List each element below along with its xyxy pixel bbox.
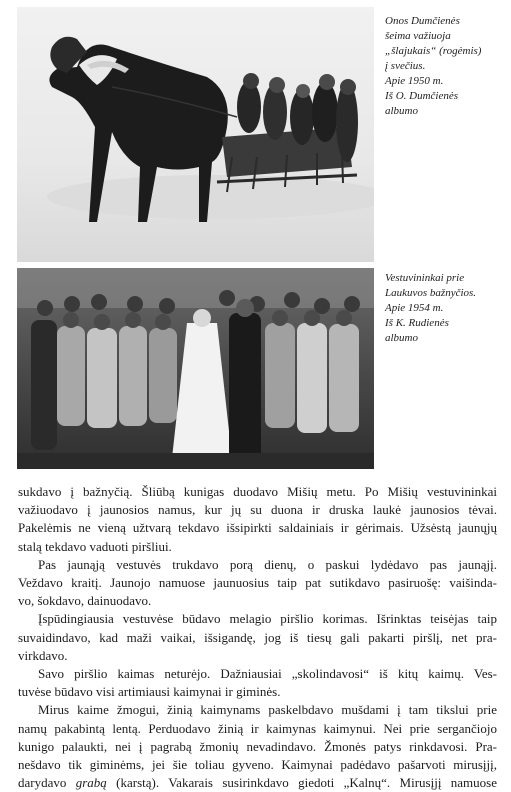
- caption-line: Laukuvos bažnyčios.: [385, 287, 477, 299]
- text-line: Savo piršlio kaimas neturėjo. Dažniausiai „skolindavosi“ iš kitų kaimų. Ves-: [38, 666, 497, 682]
- caption-line: Vestuvininkai prie: [385, 272, 465, 284]
- text-line: tuvėse būdavo visi artimiausi kaimynai ir giminės.: [18, 684, 281, 700]
- text-line: suvaidindavo, kad maži vaikai, išsigandę, jog iš tiesų gali pakarti piršlį, net pra-: [18, 629, 497, 645]
- caption-line: albumo: [385, 332, 418, 344]
- caption-line: Iš K. Rudienės: [385, 317, 449, 329]
- text-line: virkdavo.: [18, 647, 68, 663]
- text-line: nešdavo tik giminėms, jei šie toliau gyveno. Kaimynai padėdavo pašarvoti mirusįjį,: [18, 757, 497, 773]
- text-line: [18, 774, 497, 792]
- text-line: kunigo palaukti, nei į pagrabą žmonių nevadindavo. Žmonės patys rinkdavosi. Pra-: [18, 738, 497, 754]
- caption-line: Iš O. Dumčienės: [385, 90, 459, 102]
- text-line: Pakelėmis ne vieną užtvarą tekdavo išsipirkti saldainiais ir gėrimais. Užsėstą jaunųjų: [18, 520, 497, 536]
- sleigh-photo-caption: [385, 14, 505, 119]
- body-text: [18, 483, 497, 792]
- text-line: stalą tekdavo vaduoti piršliui.: [18, 538, 172, 554]
- caption-line: albumo: [385, 105, 418, 117]
- caption-line: į svečius.: [385, 60, 426, 72]
- text-line: Mirus kaime žmogui, žinią kaimynams paskelbdavo mušdami į tam tikslui prie: [38, 702, 497, 718]
- caption-line: Apie 1954 m.: [385, 302, 444, 314]
- caption-line: šeima važiuoja: [385, 30, 451, 42]
- text-segment-italic: grabą: [75, 775, 107, 791]
- text-line: Įspūdingiausia vestuvėse būdavo melagio piršlio korimas. Išrinktas teisėjas taip: [38, 611, 497, 627]
- text-line: važiuodavo į jaunosios namus, kur jų su duona ir druska laukė jaunosios tėvai.: [18, 502, 497, 518]
- text-line: Veždavo kraitį. Jaunojo namuose jaunuosius taip pat sutikdavo pasiruošę: vaišinda-: [18, 575, 497, 591]
- text-line: Pas jaunąją vestuvės trukdavo porą dienų, o paskui lydėdavo pas jaunąjį.: [38, 556, 497, 572]
- text-line: vo, šokdavo, dainuodavo.: [18, 593, 152, 609]
- sleigh-photo: [17, 7, 374, 262]
- caption-line: Apie 1950 m.: [385, 75, 444, 87]
- sleigh-photo-image: [17, 7, 374, 262]
- text-line: namų pakabintą lentą. Perduodavo žinią ir kaimynas kaimynui. Nei prie sergančiojo: [18, 720, 497, 736]
- text-segment: darydavo: [18, 775, 76, 791]
- wedding-photo-image: [17, 268, 374, 469]
- text-line: sukdavo į bažnyčią. Šliūbą kunigas duodavo Mišių metu. Po Mišių vestuvininkai: [18, 484, 497, 499]
- wedding-photo: [17, 268, 374, 469]
- caption-line: Onos Dumčienės: [385, 15, 460, 27]
- caption-line: „šlajukais“ (rogėmis): [385, 45, 482, 57]
- wedding-photo-caption: [385, 271, 505, 346]
- text-segment: (karstą). Vakarais susirinkdavo giedoti „Kalnų“. Mirusįjį namuose: [106, 775, 497, 791]
